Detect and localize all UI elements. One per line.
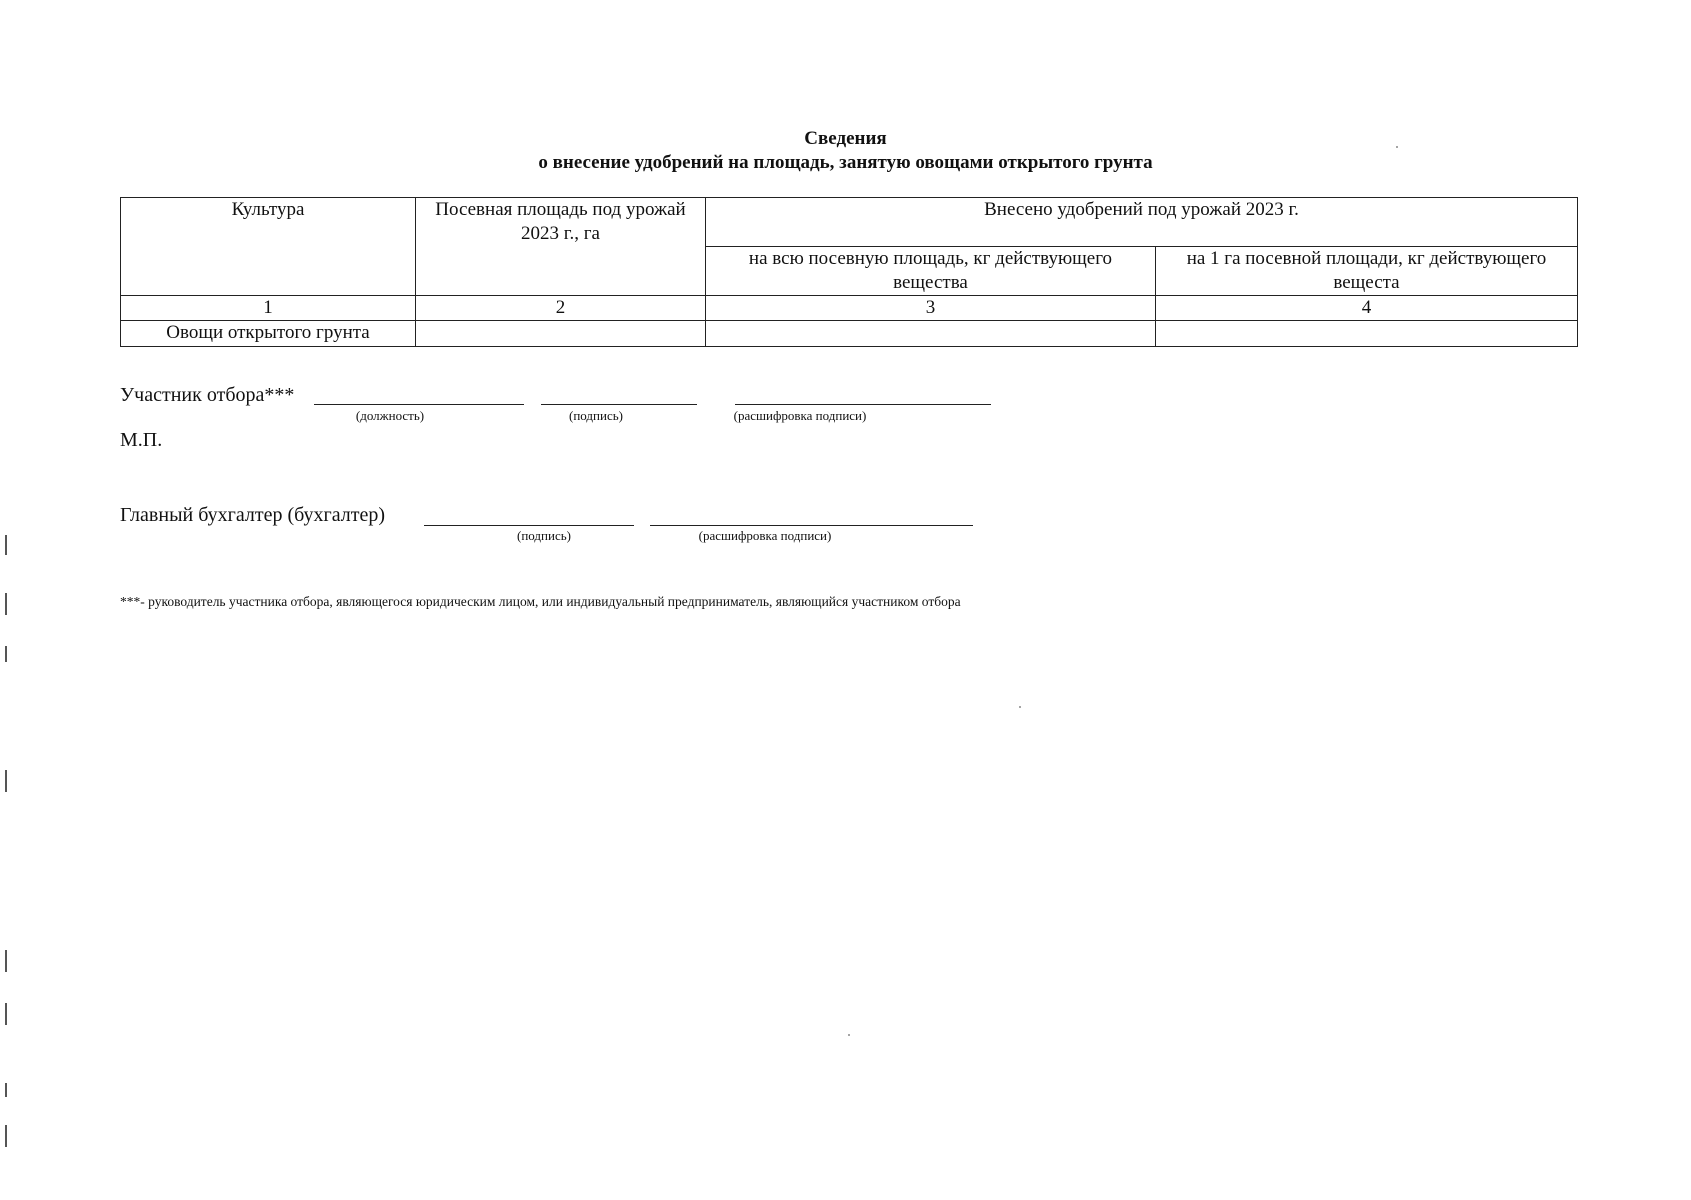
stamp-label: М.П. — [120, 429, 163, 451]
scan-artifact — [5, 1125, 7, 1147]
position-caption: (должность) — [355, 408, 425, 423]
document-title: Сведения — [804, 128, 887, 149]
scan-artifact — [1396, 146, 1398, 148]
header-area: Посевная площадь под урожай 2023 г., га — [416, 198, 706, 296]
table-row — [121, 321, 1578, 347]
column-number: 3 — [706, 296, 1156, 321]
participant-decoding-line[interactable] — [735, 404, 991, 405]
header-culture: Культура — [121, 198, 416, 296]
scan-artifact — [5, 593, 7, 615]
column-number-row — [121, 296, 1578, 321]
column-number: 1 — [121, 296, 416, 321]
scan-artifact — [5, 770, 7, 792]
cell-culture: Овощи открытого грунта — [121, 321, 416, 347]
cell-total[interactable] — [706, 321, 1156, 347]
participant-signature-caption: (подпись) — [569, 408, 623, 423]
accountant-decoding-caption: (расшифровка подписи) — [698, 528, 832, 543]
scan-artifact — [5, 1003, 7, 1025]
participant-decoding-caption: (расшифровка подписи) — [733, 408, 867, 423]
scan-artifact — [5, 646, 7, 662]
header-per-ha: на 1 га посевной площади, кг действующего вещеста — [1156, 247, 1578, 296]
scan-artifact — [5, 535, 7, 555]
participant-signature-line[interactable] — [541, 404, 697, 405]
accountant-signature-caption: (подпись) — [517, 528, 571, 543]
accountant-signature-line[interactable] — [424, 525, 634, 526]
cell-per-ha[interactable] — [1156, 321, 1578, 347]
scan-artifact — [5, 950, 7, 972]
scan-artifact — [1019, 706, 1021, 708]
cell-area[interactable] — [416, 321, 706, 347]
scan-artifact — [5, 1083, 7, 1097]
header-fertilizer-group: Внесено удобрений под урожай 2023 г. — [706, 198, 1578, 247]
accountant-decoding-line[interactable] — [650, 525, 973, 526]
document-subtitle: о внесение удобрений на площадь, занятую овощами открытого грунта — [538, 152, 1153, 173]
scan-artifact — [848, 1034, 850, 1036]
column-number: 2 — [416, 296, 706, 321]
participant-label: Участник отбора*** — [120, 384, 295, 406]
position-line[interactable] — [314, 404, 524, 405]
header-total-area: на всю посевную площадь, кг действующего вещества — [706, 247, 1156, 296]
accountant-label: Главный бухгалтер (бухгалтер) — [120, 504, 386, 526]
column-number: 4 — [1156, 296, 1578, 321]
footnote: ***- руководитель участника отбора, являющегося юридическим лицом, или индивидуальный предприниматель, являющийся участником отбора — [120, 594, 961, 609]
fertilizer-table — [120, 197, 1578, 347]
